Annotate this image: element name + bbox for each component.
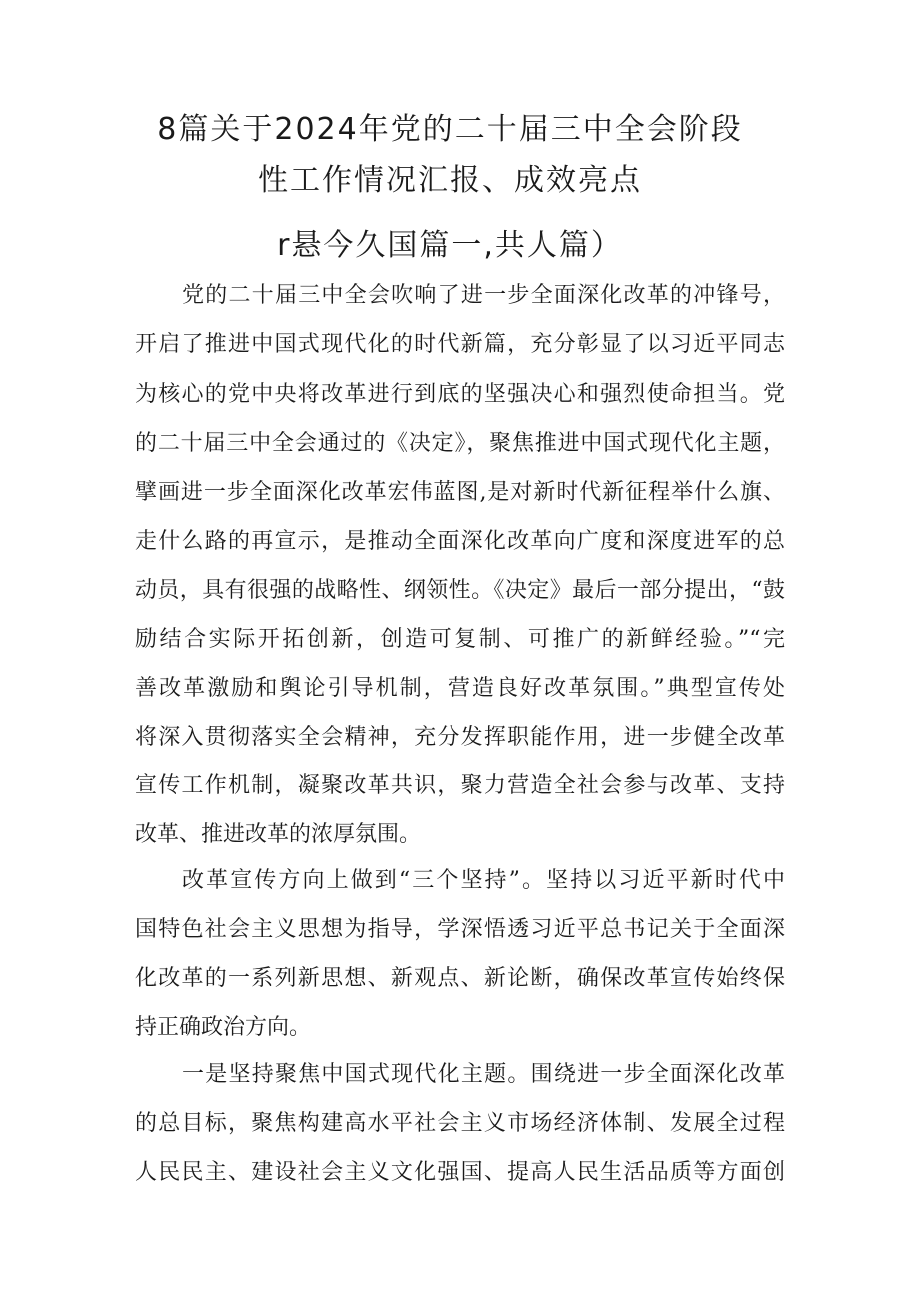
document-title-line-1: 8篇关于2024年党的二十届三中全会阶段 bbox=[157, 112, 743, 147]
paragraph-3-line: 一是坚持聚焦中国式现代化主题。围绕进一步全面深化改革 bbox=[182, 1062, 785, 1087]
document-title-line-3: r悬今久国篇一,共人篇） bbox=[277, 228, 623, 263]
paragraph-1-line: 走什么路的再宣示，是推动全面深化改革向广度和深度进军的总 bbox=[135, 529, 785, 554]
paragraph-1-line: 开启了推进中国式现代化的时代新篇，充分彰显了以习近平同志 bbox=[135, 332, 785, 357]
paragraph-1-line: 为核心的党中央将改革进行到底的坚强决心和强烈使命担当。党 bbox=[135, 382, 785, 407]
paragraph-1-line: 励结合实际开拓创新，创造可复制、可推广的新鲜经验。”“完 bbox=[135, 627, 785, 652]
paragraph-2-line: 国特色社会主义思想为指导，学深悟透习近平总书记关于全面深 bbox=[135, 917, 785, 942]
paragraph-2-line: 持正确政治方向。 bbox=[135, 1015, 312, 1040]
paragraph-3-line: 人民民主、建设社会主义文化强国、提高人民生活品质等方面创 bbox=[135, 1160, 785, 1185]
paragraph-1-line: 党的二十届三中全会吹响了进一步全面深化改革的冲锋号， bbox=[182, 283, 785, 308]
document-title-line-2: 性工作情况汇报、成效亮点 bbox=[258, 163, 642, 198]
paragraph-1-line: 动员，具有很强的战略性、纲领性。《决定》最后一部分提出，“鼓 bbox=[135, 578, 785, 603]
paragraph-3-line: 的总目标，聚焦构建高水平社会主义市场经济体制、发展全过程 bbox=[135, 1111, 785, 1136]
paragraph-1-line: 擘画进一步全面深化改革宏伟蓝图,是对新时代新征程举什么旗、 bbox=[135, 480, 785, 505]
paragraph-1-line: 将深入贯彻落实全会精神，充分发挥职能作用，进一步健全改革 bbox=[135, 725, 785, 750]
paragraph-1-line: 改革、推进改革的浓厚氛围。 bbox=[135, 822, 422, 847]
paragraph-2-line: 改革宣传方向上做到“三个坚持”。坚持以习近平新时代中 bbox=[182, 868, 785, 893]
paragraph-2-line: 化改革的一系列新思想、新观点、新论断，确保改革宣传始终保 bbox=[135, 966, 785, 991]
paragraph-1-line: 善改革激励和舆论引导机制，营造良好改革氛围。”典型宣传处 bbox=[135, 676, 785, 701]
paragraph-1-line: 的二十届三中全会通过的《决定》，聚焦推进中国式现代化主题， bbox=[135, 431, 785, 456]
paragraph-1-line: 宣传工作机制，凝聚改革共识，聚力营造全社会参与改革、支持 bbox=[135, 773, 785, 798]
